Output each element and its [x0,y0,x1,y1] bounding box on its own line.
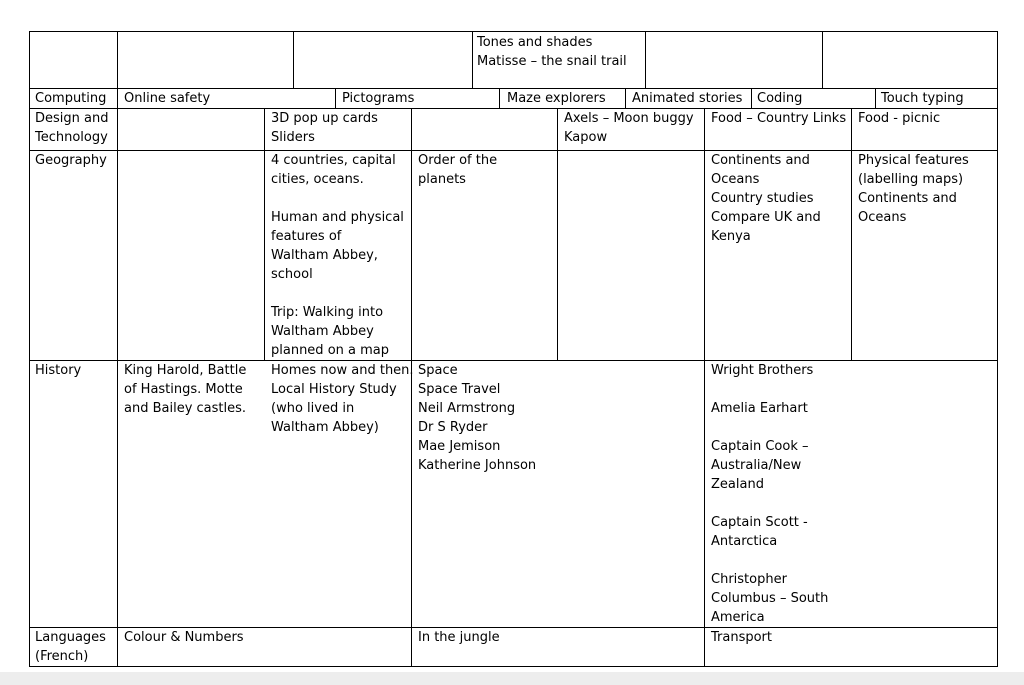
grid-line [335,88,336,109]
computing-coding: Coding [757,91,803,106]
dt-food-picnic: Food - picnic [858,111,941,126]
bottom-strip [0,672,1024,685]
languages-label: Languages (French) [35,630,106,664]
history-space: Space Space Travel Neil Armstrong Dr S Ryder Mae Jemison Katherine Johnson [418,363,537,473]
grid-line [29,31,998,32]
geography-physical-features: Physical features (labelling maps) Continents and Oceans [858,153,969,225]
grid-line [29,31,30,667]
languages-transport: Transport [711,630,773,645]
computing-pictograms: Pictograms [342,91,415,106]
grid-line [625,88,626,109]
grid-line [29,666,998,667]
geography-planets: Order of the planets [418,153,498,187]
history-label: History [35,363,82,378]
dt-label: Design and Technology [35,111,109,145]
history-king-harold: King Harold, Battle of Hastings. Motte and Bailey castles. [124,363,247,416]
grid-line [29,150,998,151]
grid-line [293,31,294,89]
dt-food-country-links: Food – Country Links [711,111,847,126]
grid-line [117,627,118,667]
grid-line [751,88,752,109]
grid-line [499,88,500,109]
grid-line [411,627,412,667]
computing-online-safety: Online safety [124,91,211,106]
grid-line [875,88,876,109]
grid-line [645,31,646,89]
art-tones-cell: Tones and shades Matisse – the snail trail [477,35,627,69]
grid-line [117,108,118,628]
grid-line [264,108,265,361]
computing-label: Computing [35,91,107,106]
grid-line [704,108,705,628]
languages-jungle: In the jungle [418,630,500,645]
grid-line [851,108,852,361]
grid-line [117,31,118,89]
history-homes: Homes now and then. Local History Study (who lived in Waltham Abbey) [271,363,414,435]
grid-line [557,108,558,361]
dt-pop-up-cards: 3D pop up cards Sliders [271,111,378,145]
languages-colour-numbers: Colour & Numbers [124,630,244,645]
computing-touch-typing: Touch typing [881,91,964,106]
geography-label: Geography [35,153,107,168]
grid-line [117,88,118,109]
grid-line [704,627,705,667]
grid-line [472,31,473,89]
computing-maze-explorers: Maze explorers [507,91,606,106]
grid-line [29,108,998,109]
grid-line [822,31,823,89]
geography-continents: Continents and Oceans Country studies Compare UK and Kenya [711,153,821,244]
dt-moon-buggy: Axels – Moon buggy Kapow [564,111,694,145]
history-explorers: Wright Brothers Amelia Earhart Captain Cook – Australia/New Zealand Captain Scott - Antarctica Christopher Columbus – South America [711,363,829,625]
grid-line [997,31,998,667]
geography-countries: 4 countries, capital cities, oceans. Human and physical features of Waltham Abbey, school Trip: Walking into Waltham Abbey planned on a map [271,153,404,358]
computing-animated-stories: Animated stories [632,91,743,106]
